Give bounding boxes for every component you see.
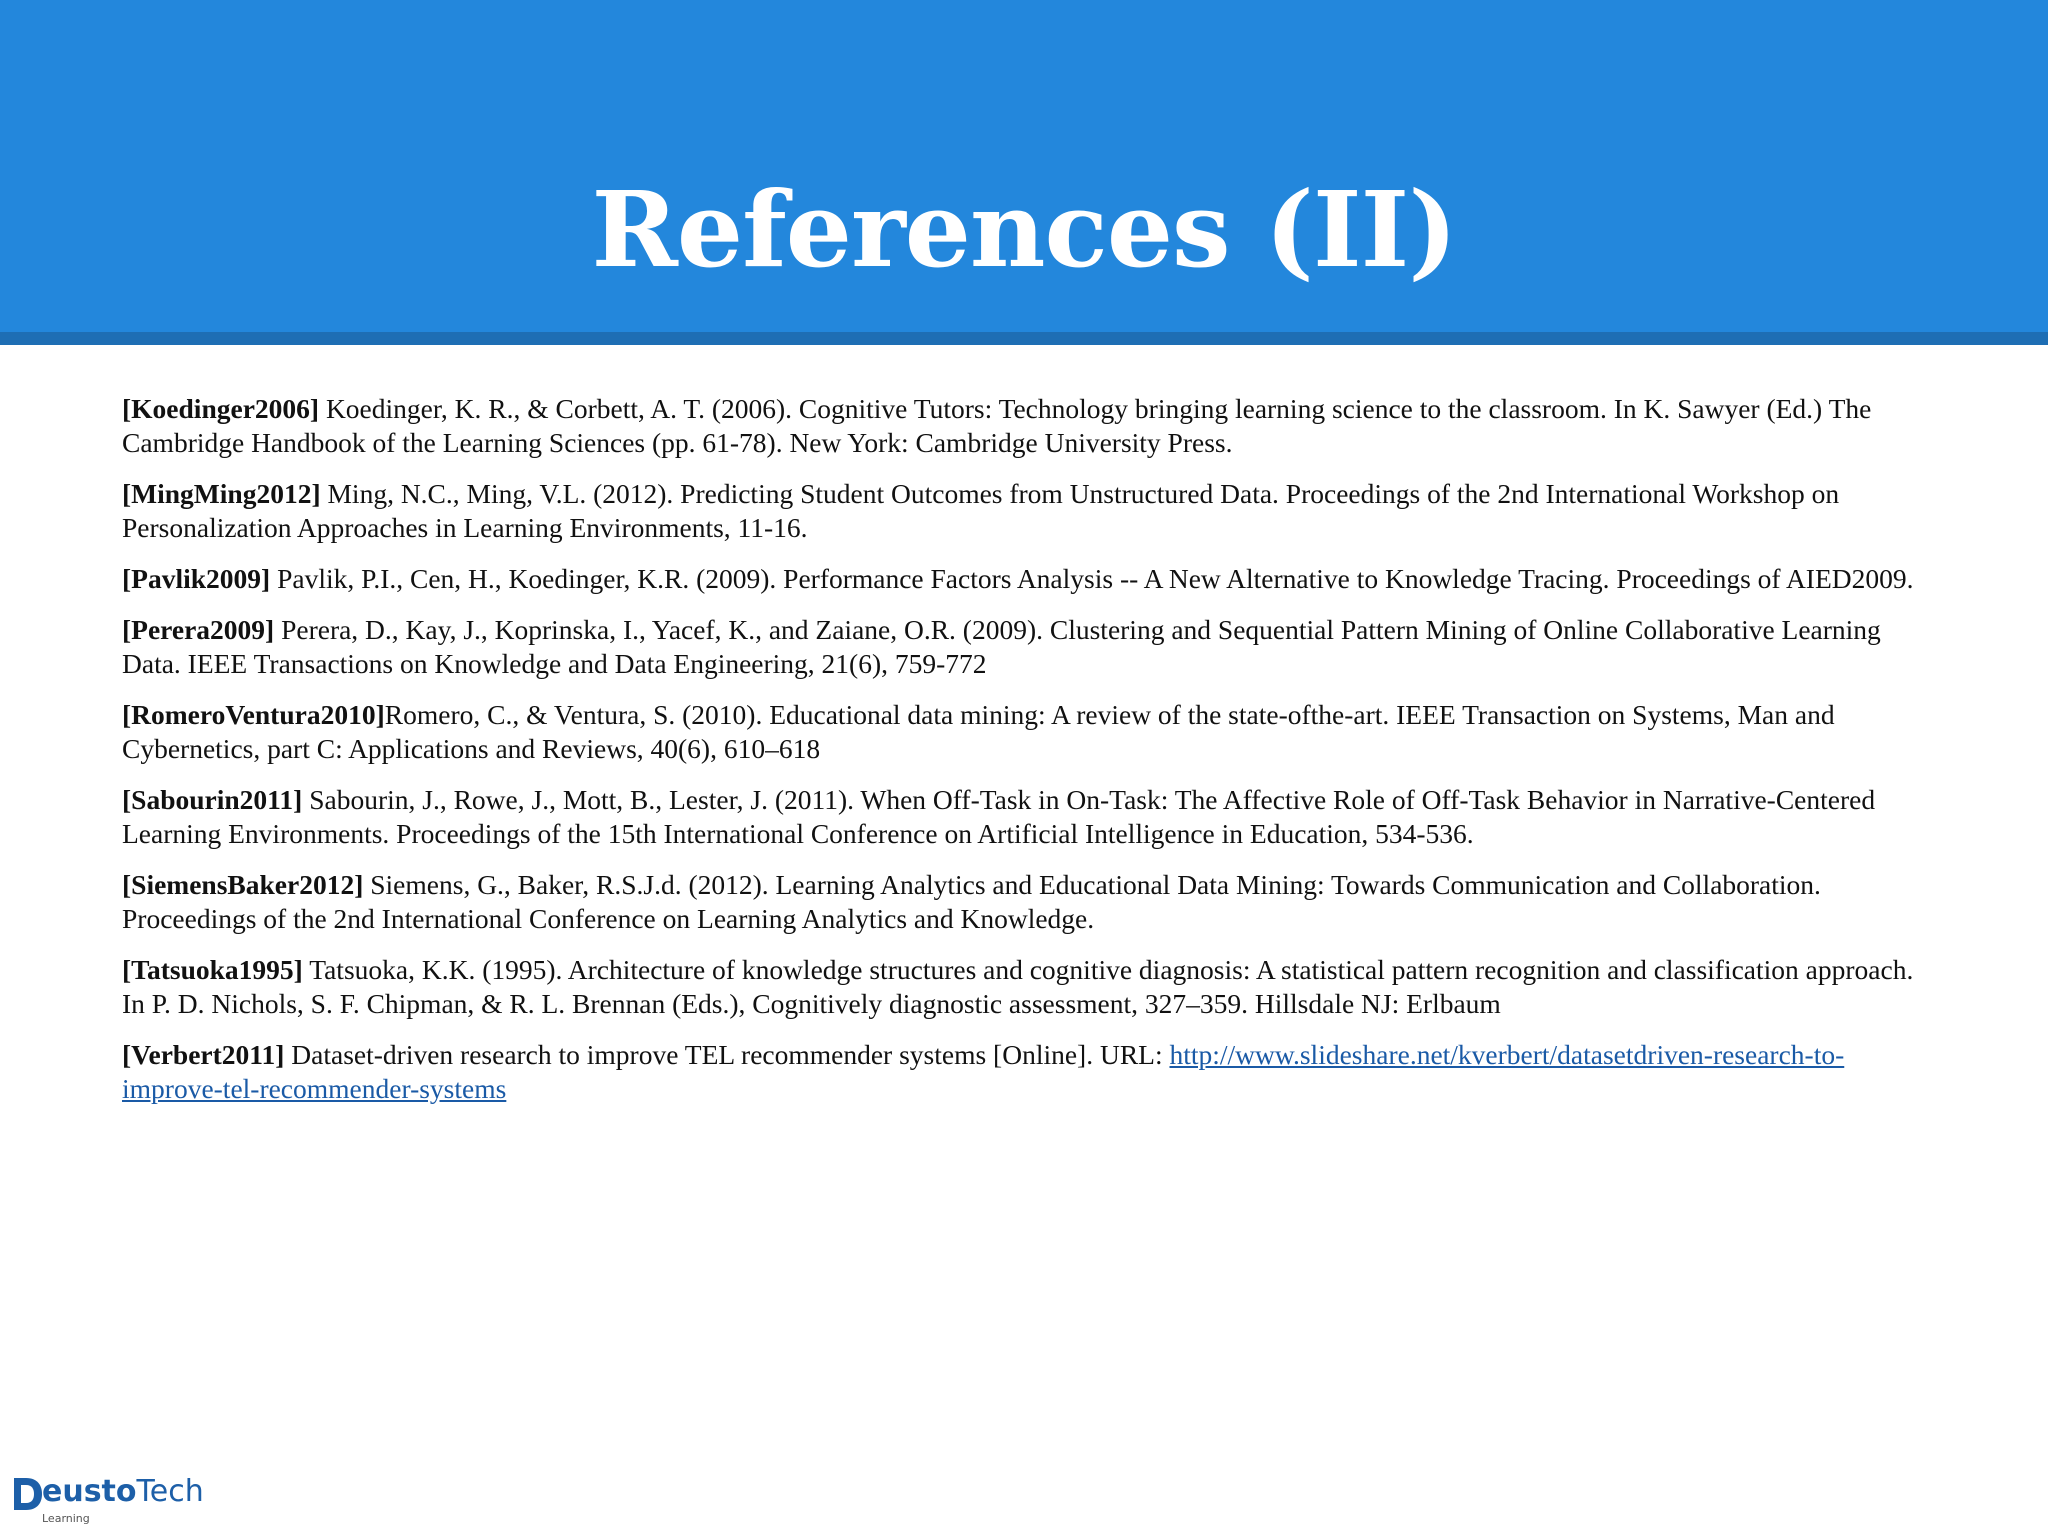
logo-subtitle: Learning <box>42 1512 90 1525</box>
logo-wordmark-bold: eusto <box>42 1474 137 1509</box>
reference-perera2009 <box>122 613 1922 681</box>
reference-text: Siemens, G., Baker, R.S.J.d. (2012). Learning Analytics and Educational Data Mining: Towards Communication and Collaboration. Proceedings of the 2nd International Conference on Learning Analytics and Knowledge. <box>122 869 1821 934</box>
reference-text: Tatsuoka, K.K. (1995). Architecture of knowledge structures and cognitive diagnosis: A statistical pattern recognition and classification approach. In P. D. Nichols, S. F. Chipman, & R. L. Brennan (Eds.), Cognitively diagnostic assessment, 327–359. Hillsdale NJ: Erlbaum <box>122 954 1914 1019</box>
title-banner-rule <box>0 332 2048 345</box>
reference-mingming2012 <box>122 477 1922 545</box>
reference-text: Koedinger, K. R., & Corbett, A. T. (2006). Cognitive Tutors: Technology bringing learning science to the classroom. In K. Sawyer (Ed.) The Cambridge Handbook of the Learning Sciences (pp. 61-78). New York: Cambridge University Press. <box>122 393 1872 458</box>
logo-wordmark <box>42 1472 204 1512</box>
reference-key: [Koedinger2006] <box>122 393 320 424</box>
reference-key: [RomeroVentura2010] <box>122 699 385 730</box>
reference-text: Romero, C., & Ventura, S. (2010). Educational data mining: A review of the state-ofthe-art. IEEE Transaction on Systems, Man and Cybernetics, part C: Applications and Reviews, 40(6), 610–618 <box>122 699 1835 764</box>
reference-koedinger2006 <box>122 392 1922 460</box>
reference-verbert2011 <box>122 1038 1922 1106</box>
deustotech-logo <box>12 1468 202 1530</box>
reference-sabourin2011 <box>122 783 1922 851</box>
reference-key: [Verbert2011] <box>122 1039 285 1070</box>
logo-wordmark-light: Tech <box>136 1474 204 1509</box>
deustotech-logo-mark-icon <box>12 1474 44 1514</box>
reference-pavlik2009 <box>122 562 1922 596</box>
reference-key: [MingMing2012] <box>122 478 321 509</box>
reference-text: Sabourin, J., Rowe, J., Mott, B., Lester, J. (2011). When Off-Task in On-Task: The Affective Role of Off-Task Behavior in Narrative-Centered Learning Environments. Proceedings of the 15th International Conference on Artificial Intelligence in Education, 534-536. <box>122 784 1876 849</box>
reference-text: Dataset-driven research to improve TEL recommender systems [Online]. URL: <box>284 1039 1170 1070</box>
reference-romeroventura2010 <box>122 698 1922 766</box>
reference-list <box>122 392 1922 1123</box>
reference-text: Pavlik, P.I., Cen, H., Koedinger, K.R. (2009). Performance Factors Analysis -- A New Alternative to Knowledge Tracing. Proceedings of AIED2009. <box>270 563 1914 594</box>
reference-text: Perera, D., Kay, J., Koprinska, I., Yacef, K., and Zaiane, O.R. (2009). Clustering and Sequential Pattern Mining of Online Collaborative Learning Data. IEEE Transactions on Knowledge and Data Engineering, 21(6), 759-772 <box>122 614 1881 679</box>
reference-siemensbaker2012 <box>122 868 1922 936</box>
reference-key: [Sabourin2011] <box>122 784 303 815</box>
reference-key: [Perera2009] <box>122 614 275 645</box>
reference-key: [SiemensBaker2012] <box>122 869 364 900</box>
reference-text: Ming, N.C., Ming, V.L. (2012). Predicting Student Outcomes from Unstructured Data. Proceedings of the 2nd International Workshop on Personalization Approaches in Learning Environments, 11-16. <box>122 478 1840 543</box>
slide-title: References (II) <box>591 168 1457 291</box>
reference-url-link[interactable]: http://www.slideshare.net/kverbert/datasetdriven-research-to-improve-tel-recommender-systems <box>122 1039 1845 1104</box>
reference-tatsuoka1995 <box>122 953 1922 1021</box>
logo-mark-letter: D <box>12 1474 13 1475</box>
reference-key: [Pavlik2009] <box>122 563 271 594</box>
reference-key: [Tatsuoka1995] <box>122 954 303 985</box>
